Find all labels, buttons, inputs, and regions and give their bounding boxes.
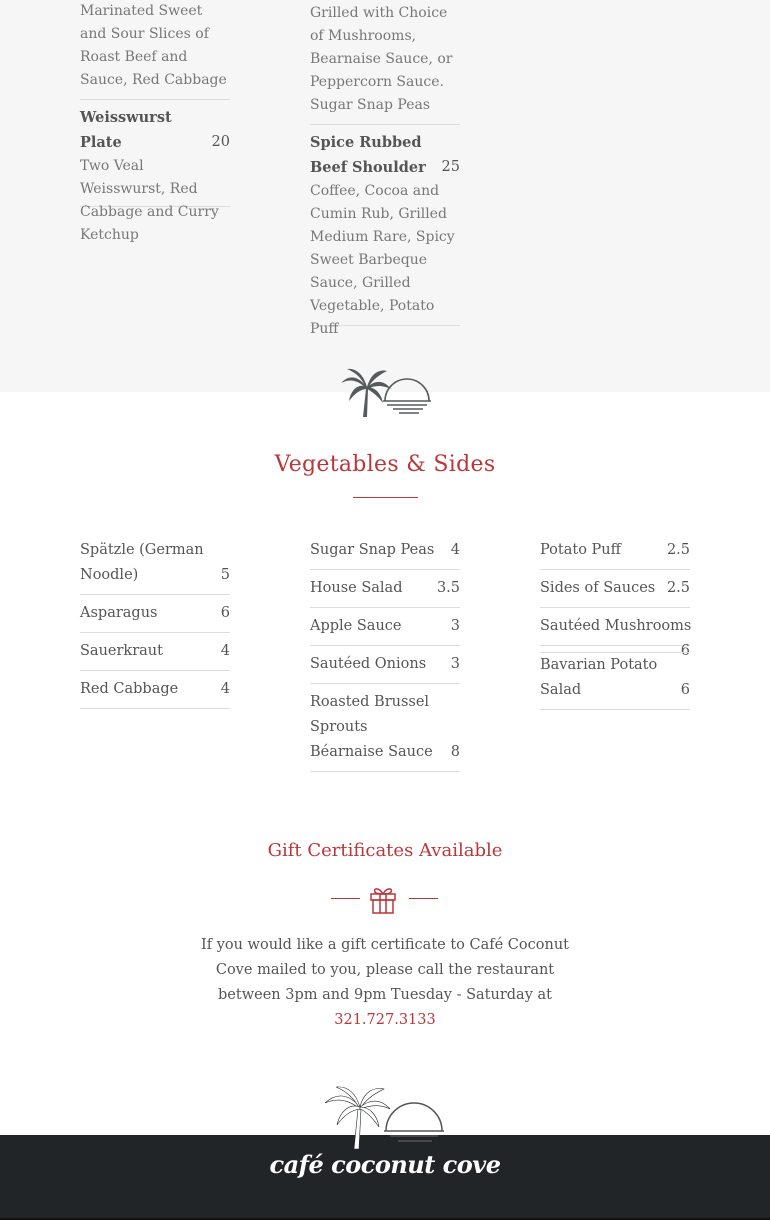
side-item-name: Asparagus xyxy=(80,605,158,621)
side-item-price: 6 xyxy=(680,643,690,659)
menu-item-desc: Grilled with Choice of Mushrooms, Bearnaise Sauce, or Peppercorn Sauce. Sugar Snap Peas xyxy=(310,5,453,113)
side-item xyxy=(310,690,460,772)
menu-item-price: 25 xyxy=(441,159,460,175)
section-title-gift: Gift Certificates Available xyxy=(267,840,503,861)
side-item-name: Sugar Snap Peas xyxy=(310,542,435,558)
side-item-name: Sides of Sauces xyxy=(540,580,656,596)
footer-brand[interactable]: café coconut cove xyxy=(269,1150,501,1179)
phone-link[interactable]: 321.727.3133 xyxy=(334,1012,436,1028)
side-item-price: 8 xyxy=(450,744,460,760)
menu-item-weisswurst xyxy=(80,105,230,243)
side-item-price: 4 xyxy=(450,542,460,558)
footer-logo-icon xyxy=(320,1085,450,1150)
side-item-name: House Salad xyxy=(310,580,403,596)
menu-item-sauerbraten xyxy=(80,0,230,100)
side-item-price: 4 xyxy=(220,643,230,659)
menu-item-price: 20 xyxy=(211,134,230,150)
side-item-name: Sautéed Onions xyxy=(310,656,427,672)
side-item-name: Sautéed Mushrooms xyxy=(540,618,692,634)
side-item-name: Spätzle (German Noodle) xyxy=(80,542,204,583)
menu-item-steak xyxy=(310,2,460,125)
side-item-price: 6 xyxy=(680,682,690,698)
side-item-name: Potato Puff xyxy=(540,542,621,558)
side-item-price: 3 xyxy=(450,618,460,634)
palm-sunset-icon xyxy=(337,365,433,419)
gift-divider-right xyxy=(409,898,438,899)
menu-item-desc: Coffee, Cocoa and Cumin Rub, Grilled Medium Rare, Spicy Sweet Barbeque Sauce, Grilled Vegetable, Potato Puff xyxy=(310,183,455,337)
side-item xyxy=(540,652,690,710)
side-item-price: 5 xyxy=(220,567,230,583)
gift-icon xyxy=(368,884,398,914)
side-item xyxy=(80,601,230,633)
section-title-vegetables: Vegetables & Sides xyxy=(274,452,496,477)
side-item xyxy=(80,639,230,671)
side-item xyxy=(310,576,460,608)
gift-text: If you would like a gift certificate to Café Coconut Cove mailed to you, please call the restaurant between 3pm and 9pm Tuesday - Saturday at xyxy=(200,937,569,1003)
side-item xyxy=(540,538,690,570)
side-item xyxy=(540,576,690,608)
menu-item-beef-shoulder xyxy=(310,130,460,337)
menu-item-name: Spice Rubbed Beef Shoulder xyxy=(310,134,426,176)
side-item-price: 4 xyxy=(220,681,230,697)
side-item-name: Red Cabbage xyxy=(80,681,179,697)
side-item xyxy=(310,652,460,684)
gift-divider-left xyxy=(331,898,360,899)
gift-description xyxy=(195,933,575,1033)
side-item-price: 2.5 xyxy=(666,542,690,558)
side-item-name: Sauerkraut xyxy=(80,643,163,659)
side-item-price: 6 xyxy=(220,605,230,621)
title-divider xyxy=(353,497,418,498)
side-item-price: 3.5 xyxy=(436,580,460,596)
menu-item-desc: Marinated Sweet and Sour Slices of Roast Beef and Sauce, Red Cabbage xyxy=(80,3,227,88)
side-item-name: Bavarian Potato Salad xyxy=(540,657,658,698)
side-item xyxy=(310,614,460,646)
side-item xyxy=(310,538,460,570)
side-item-price: 2.5 xyxy=(666,580,690,596)
side-item xyxy=(80,677,230,709)
side-item xyxy=(80,538,230,595)
menu-item-name: Weisswurst Plate xyxy=(80,109,172,151)
side-item-price: 3 xyxy=(450,656,460,672)
side-item-name: Apple Sauce xyxy=(310,618,402,634)
side-item-name: Roasted Brussel Sprouts Béarnaise Sauce xyxy=(310,694,433,760)
menu-item-desc: Two Veal Weisswurst, Red Cabbage and Curry Ketchup xyxy=(80,158,219,243)
